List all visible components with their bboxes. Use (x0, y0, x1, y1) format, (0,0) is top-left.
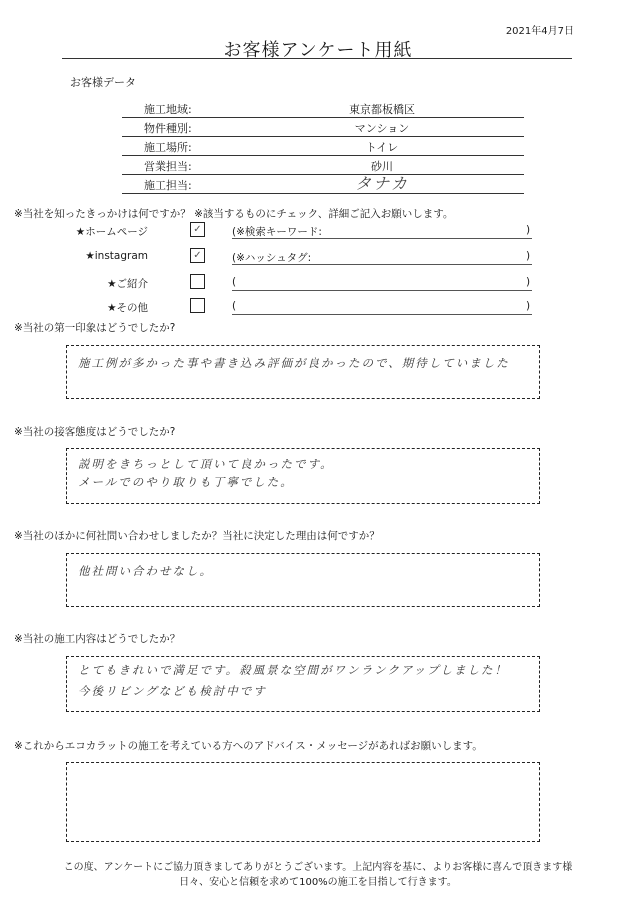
info-value: マンション (354, 122, 410, 135)
option-instagram (0, 248, 636, 266)
handwritten-answer: 他社問い合わせなし。 (78, 564, 213, 578)
option-detail: ( (232, 300, 237, 312)
option-detail: ( (232, 276, 237, 288)
info-value: 東京都板橋区 (349, 103, 415, 116)
question-how-found: ※当社を知ったきっかけは何ですか？ ※該当するものにチェック、詳細ご記入お願いします。 (14, 208, 454, 220)
info-row-area (122, 99, 524, 118)
handwritten-answer: 説明をきちっとして頂いて良かったです。 (78, 457, 334, 471)
customer-data-heading: お客様データ (70, 76, 136, 89)
info-label: 施工地域: (144, 103, 192, 116)
handwritten-answer: 施工例が多かった事や書き込み評価が良かったので、期待していました (78, 356, 510, 370)
option-homepage (0, 222, 636, 240)
question-other-companies: ※当社のほかに何社問い合わせしましたか？当社に決定した理由は何ですか？ (14, 530, 380, 542)
footer-thanks-line2: 日々、安心と信頼を求めて100%の施工を目指して行きます。 (179, 877, 457, 888)
question-first-impression: ※当社の第一印象はどうでしたか? (14, 322, 176, 334)
info-label: 営業担当: (144, 160, 192, 173)
info-label: 施工担当: (144, 179, 192, 192)
option-detail: (※検索キーワード: (232, 226, 322, 238)
question-construction-quality: ※当社の施工内容はどうでしたか？ (14, 633, 181, 645)
footer-thanks-line1: この度、アンケートにご協力頂きましてありがとうございます。上記内容を基に、よりお客様に喜んで頂きます様 (63, 862, 573, 873)
option-close: ) (526, 276, 531, 288)
answer-box-other-companies[interactable] (66, 553, 540, 607)
answer-box-first-impression[interactable] (66, 345, 540, 399)
option-detail-line[interactable] (232, 290, 532, 291)
info-row-installer (122, 175, 524, 194)
option-referral (0, 274, 636, 292)
option-checkbox[interactable] (190, 274, 205, 289)
option-detail-line[interactable] (232, 238, 532, 239)
page-title: お客様アンケート用紙 (223, 40, 413, 61)
question-customer-service: ※当社の接客態度はどうでしたか? (14, 426, 176, 438)
option-label: ★ご紹介 (107, 278, 148, 290)
title-underline (62, 58, 572, 59)
option-label: ★ホームページ (75, 226, 148, 238)
question-advice-message: ※これからエコカラットの施工を考えている方へのアドバイス・メッセージがあればお願いします。 (14, 740, 483, 752)
option-close: ) (526, 224, 531, 236)
option-checkbox[interactable] (190, 298, 205, 313)
option-label: ★その他 (107, 302, 148, 314)
info-row-location (122, 137, 524, 156)
survey-date: 2021年4月7日 (505, 26, 574, 37)
option-close: ) (526, 250, 531, 262)
handwritten-answer: 今後リビングなども検討中です (78, 684, 267, 698)
option-other (0, 298, 636, 316)
handwritten-answer: とてもきれいで満足です。殺風景な空間がワンランクアップしました！ (78, 663, 509, 677)
handwritten-answer: メールでのやり取りも丁寧でした。 (78, 475, 294, 489)
handwritten-installer-name: タナカ (355, 174, 409, 193)
option-checkbox[interactable]: ✓ (190, 222, 205, 237)
option-detail-line[interactable] (232, 314, 532, 315)
option-detail-line[interactable] (232, 264, 532, 265)
info-row-property-type (122, 118, 524, 137)
option-detail: (※ハッシュタグ: (232, 252, 312, 264)
option-close: ) (526, 300, 531, 312)
info-value: トイレ (365, 141, 399, 154)
option-label: ★instagram (85, 250, 148, 262)
info-value: 砂川 (371, 160, 393, 173)
info-label: 施工場所: (144, 141, 192, 154)
option-checkbox[interactable]: ✓ (190, 248, 205, 263)
answer-box-advice-message[interactable] (66, 762, 540, 842)
info-label: 物件種別: (144, 122, 192, 135)
